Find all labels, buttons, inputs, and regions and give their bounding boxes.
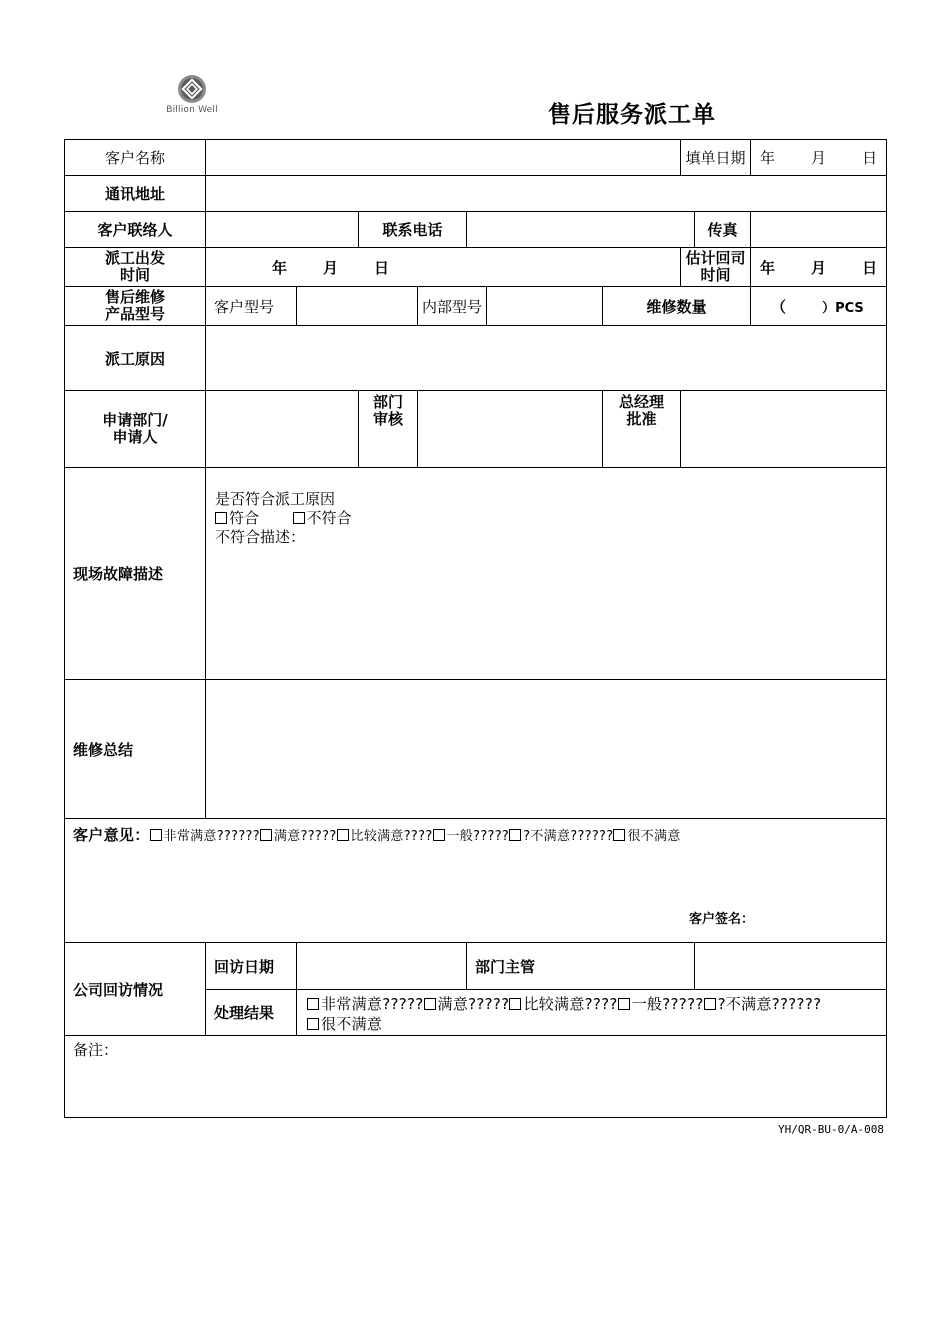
logo-text: Billion Well — [166, 105, 218, 115]
opinion-options: 客户意见： 非常满意?????? 满意????? 比较满意???? 一般????? ?不满意?????? 很不满意 — [73, 826, 681, 844]
dept-manager-label: 部门主管 — [467, 943, 695, 990]
remarks-cell[interactable] — [65, 1036, 887, 1118]
fax-label: 传真 — [695, 212, 751, 248]
customer-opinion-cell — [65, 819, 887, 943]
result-checkbox[interactable] — [509, 998, 521, 1010]
opinion-checkbox[interactable] — [260, 829, 272, 841]
internal-model-field[interactable] — [487, 287, 603, 326]
address-label: 通讯地址 — [65, 176, 206, 212]
dispatch-form-table — [64, 139, 887, 1118]
contact-field[interactable] — [206, 212, 359, 248]
result-checkbox[interactable] — [618, 998, 630, 1010]
fax-field[interactable] — [751, 212, 887, 248]
result-label: 处理结果 — [206, 990, 297, 1036]
company-logo — [152, 74, 232, 122]
customer-model-label: 客户型号 — [206, 287, 297, 326]
row-product-model — [65, 287, 887, 326]
row-visit-date — [65, 943, 887, 990]
row-address — [65, 176, 887, 212]
dispatch-reason-label: 派工原因 — [65, 326, 206, 391]
phone-label: 联系电话 — [359, 212, 467, 248]
row-fault-desc — [65, 468, 887, 680]
opinion-checkbox[interactable] — [613, 829, 625, 841]
repair-summary-label: 维修总结 — [65, 680, 206, 819]
dispatch-time-field[interactable]: 年 月 日 — [206, 248, 681, 287]
address-field[interactable] — [206, 176, 887, 212]
internal-model-label: 内部型号 — [418, 287, 487, 326]
result-checkbox[interactable] — [704, 998, 716, 1010]
fill-date-field[interactable]: 年 月 日 — [751, 140, 887, 176]
phone-field[interactable] — [467, 212, 695, 248]
row-dispatch-reason — [65, 326, 887, 391]
row-dispatch-time — [65, 248, 887, 287]
fault-no-checkbox[interactable] — [293, 512, 305, 524]
row-contact — [65, 212, 887, 248]
dispatch-time-label: 派工出发 时间 — [65, 248, 206, 287]
opinion-checkbox[interactable] — [433, 829, 445, 841]
customer-name-field[interactable] — [206, 140, 681, 176]
repair-summary-field[interactable] — [206, 680, 887, 819]
opinion-checkbox[interactable] — [509, 829, 521, 841]
visit-date-field[interactable] — [297, 943, 467, 990]
fill-date-label: 填单日期 — [681, 140, 751, 176]
fault-desc-label: 现场故障描述 — [65, 468, 206, 680]
result-options: 非常满意????? 满意????? 比较满意???? 一般????? ?不满意?????? 很不满意 — [297, 990, 887, 1036]
dept-review-label: 部门 审核 — [359, 391, 418, 468]
gm-approval-field[interactable] — [681, 391, 887, 468]
product-model-label: 售后维修 产品型号 — [65, 287, 206, 326]
document-code: YH/QR-BU-0/A-008 — [778, 1123, 884, 1136]
fault-question: 是否符合派工原因 — [215, 490, 336, 508]
applicant-label: 申请部门/ 申请人 — [65, 391, 206, 468]
row-remarks — [65, 1036, 887, 1118]
repair-qty-field[interactable]: （ ）PCS — [751, 287, 887, 326]
logo-mark-icon — [177, 74, 207, 104]
opinion-checkbox[interactable] — [337, 829, 349, 841]
opinion-checkbox[interactable] — [150, 829, 162, 841]
return-time-label: 估计回司 时间 — [681, 248, 751, 287]
result-checkbox[interactable] — [307, 998, 319, 1010]
row-customer-name — [65, 140, 887, 176]
customer-model-field[interactable] — [297, 287, 418, 326]
dept-review-field[interactable] — [418, 391, 603, 468]
visit-date-label: 回访日期 — [206, 943, 297, 990]
applicant-field[interactable] — [206, 391, 359, 468]
result-checkbox[interactable] — [307, 1018, 319, 1030]
dept-manager-field[interactable] — [695, 943, 887, 990]
repair-qty-label: 维修数量 — [603, 287, 751, 326]
row-customer-opinion — [65, 819, 887, 943]
fault-desc-field[interactable] — [206, 468, 887, 680]
result-checkbox[interactable] — [424, 998, 436, 1010]
contact-label: 客户联络人 — [65, 212, 206, 248]
fault-not-desc: 不符合描述： — [215, 528, 306, 546]
row-approval — [65, 391, 887, 468]
dispatch-reason-field[interactable] — [206, 326, 887, 391]
return-time-field[interactable]: 年 月 日 — [751, 248, 887, 287]
fault-choice: 符合 不符合 — [215, 509, 886, 528]
row-repair-summary — [65, 680, 887, 819]
fault-yes-checkbox[interactable] — [215, 512, 227, 524]
remarks-label: 备注： — [73, 1041, 119, 1059]
gm-approval-label: 总经理 批准 — [603, 391, 681, 468]
followup-label: 公司回访情况 — [65, 943, 206, 1036]
customer-sign-label: 客户签名： — [689, 912, 755, 927]
page-title: 售后服务派工单 — [548, 102, 716, 128]
customer-name-label: 客户名称 — [65, 140, 206, 176]
